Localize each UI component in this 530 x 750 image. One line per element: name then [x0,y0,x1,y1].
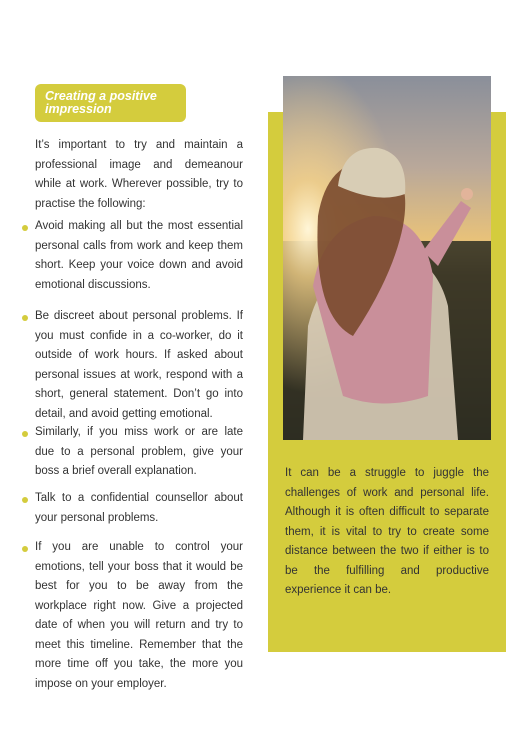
bullet-item-4: Talk to a confidential counsellor about your personal problems. [35,492,243,524]
section-heading: Creating a positive impression [45,89,157,116]
bullet-item-1: Avoid making all but the most essential personal calls from work and keep them short. Keep your voice down and avoid emotional discussions. [35,220,243,291]
bullet-dot [22,315,28,321]
bullet-item-5: If you are unable to control your emotions, tell your boss that it would be best for you to be away from the workplace right now. Give a projected date of when you will return and try to meet this timeline. Remember that the more time off you take, the more you impose on your employer. [35,541,243,690]
bullet-dot [22,497,28,503]
section-heading-box [35,84,186,122]
bullet-dot [22,546,28,552]
bullet-item-3: Similarly, if you miss work or are late due to a personal problem, give your boss a brief overall explanation. [35,426,243,477]
sidebar-text: It can be a struggle to juggle the challenges of work and personal life. Although it is often difficult to separate them, it is vital to try to create some distance between the two if either is to be the fulfilling and productive experience it can be. [285,467,489,596]
bullet-dot [22,225,28,231]
sunset-photo [283,76,491,440]
intro-paragraph: It’s important to try and maintain a professional image and demeanour while at work. Wherever possible, try to practise the following: [35,139,243,210]
bullet-item-2: Be discreet about personal problems. If you must confide in a co-worker, do it outside of work hours. If asked about personal issues at work, respond with a short, general statement. Don’t go into detail, and avoid getting emotional. [35,310,243,420]
bullet-dot [22,431,28,437]
